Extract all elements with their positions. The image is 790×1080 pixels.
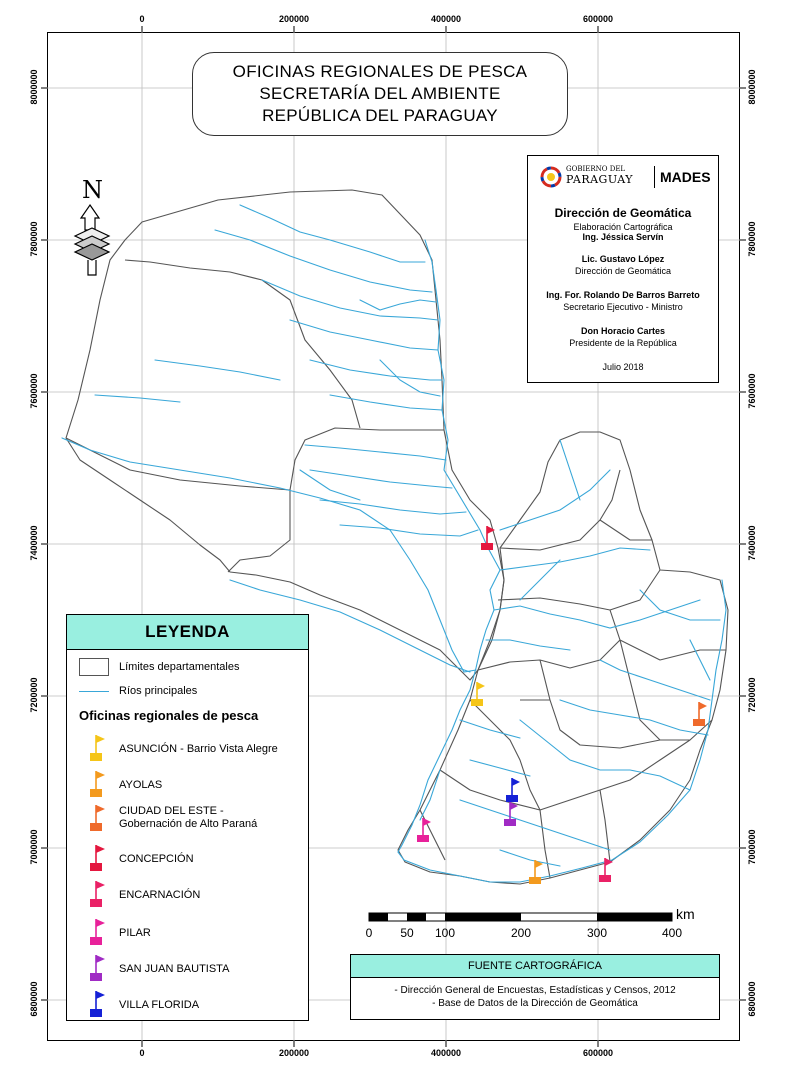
legend-flag-icon [89, 843, 109, 873]
credits-elab-label: Elaboración Cartográfica [573, 222, 673, 232]
scale-label-400: 400 [661, 926, 683, 940]
legend-office-label: CIUDAD DEL ESTE - [119, 805, 224, 817]
x-tick-bottom-0: 0 [139, 1048, 145, 1058]
boqueron-boundary [66, 438, 290, 490]
legend-office-label: ASUNCIÓN - Barrio Vista Alegre [119, 743, 278, 755]
y-tick-left-8000000: 8000000 [29, 69, 39, 105]
legend-flag-icon [89, 953, 109, 983]
map-title-box [192, 52, 568, 136]
x-tick-bottom-600000: 600000 [582, 1048, 614, 1058]
scale-label-0: 0 [365, 926, 373, 940]
map-office-flag-icon [503, 800, 521, 828]
legend-flag-icon [89, 917, 109, 947]
y-tick-left-7400000: 7400000 [29, 525, 39, 561]
y-tick-right-7600000: 7600000 [747, 373, 757, 409]
institution-logos [538, 164, 710, 190]
canindeyu-boundary [610, 610, 726, 660]
legend-office-label: AYOLAS [119, 779, 163, 791]
credits-person2-role: Secretario Ejecutivo - Ministro [563, 302, 683, 312]
credits-person3-role: Presidente de la República [569, 338, 677, 348]
legend-rivers-label: Ríos principales [119, 685, 198, 697]
legend-flag-icon [89, 733, 109, 763]
y-tick-left-7000000: 7000000 [29, 829, 39, 865]
y-tick-right-8000000: 8000000 [747, 69, 757, 105]
y-tick-left-6800000: 6800000 [29, 981, 39, 1017]
source-title: FUENTE CARTOGRÁFICA [351, 955, 719, 978]
map-office-flag-icon [416, 816, 434, 844]
legend-office-label: SAN JUAN BAUTISTA [119, 963, 230, 975]
paraguay-emblem-icon [540, 166, 562, 188]
boundary-swatch [79, 658, 109, 676]
x-tick-top-0: 0 [139, 14, 145, 24]
credits-person3-name: Don Horacio Cartes [580, 326, 666, 336]
western-region-outline [66, 190, 504, 680]
legend-office-label: VILLA FLORIDA [119, 999, 200, 1011]
y-tick-right-7400000: 7400000 [747, 525, 757, 561]
legend-boundary-label: Límites departamentales [119, 661, 240, 673]
logo-mades-text: MADES [660, 169, 711, 185]
legend-office-label-line2: Gobernación de Alto Paraná [119, 818, 258, 830]
x-tick-top-600000: 600000 [582, 14, 614, 24]
scale-label-300: 300 [586, 926, 608, 940]
map-title-line1: OFICINAS REGIONALES DE PESCA [232, 62, 528, 81]
x-tick-bottom-400000: 400000 [430, 1048, 462, 1058]
presidente-hayes-boundary [290, 428, 444, 490]
legend-office-label: PILAR [119, 927, 151, 939]
credits-heading: Dirección de Geomática [554, 206, 692, 220]
scale-label-50: 50 [400, 926, 414, 940]
legend-title: LEYENDA [67, 615, 308, 650]
map-office-flag-icon [528, 858, 546, 886]
logo-paraguay-text: PARAGUAY [566, 173, 634, 186]
scale-label-200: 200 [510, 926, 532, 940]
caazapa-boundary [540, 740, 690, 810]
source-line1: - Dirección General de Encuestas, Estadísticas y Censos, 2012 [394, 985, 676, 996]
map-office-flag-icon [692, 700, 710, 728]
y-tick-right-6800000: 6800000 [747, 981, 757, 1017]
source-line2: - Base de Datos de la Dirección de Geomática [432, 998, 638, 1009]
map-title-line2: SECRETARÍA DEL AMBIENTE [259, 84, 501, 103]
scale-unit: km [676, 906, 695, 922]
map-office-flag-icon [505, 776, 523, 804]
source-box [350, 954, 720, 1020]
credits-person1-name: Lic. Gustavo López [581, 254, 665, 264]
y-tick-right-7000000: 7000000 [747, 829, 757, 865]
map-office-flag-icon [480, 524, 498, 552]
y-tick-right-7200000: 7200000 [747, 677, 757, 713]
amambay-boundary [600, 520, 652, 540]
x-tick-top-200000: 200000 [278, 14, 310, 24]
x-tick-top-400000: 400000 [430, 14, 462, 24]
credits-date: Julio 2018 [602, 362, 644, 372]
river-swatch [79, 691, 109, 692]
credits-person1-role: Dirección de Geomática [574, 266, 672, 276]
legend-offices-heading: Oficinas regionales de pesca [79, 708, 259, 723]
north-letter: N [82, 176, 103, 204]
y-tick-left-7600000: 7600000 [29, 373, 39, 409]
cordillera-boundary [478, 640, 620, 670]
x-tick-bottom-200000: 200000 [278, 1048, 310, 1058]
legend-flag-icon [89, 803, 109, 833]
legend-office-label: ENCARNACIÓN [119, 889, 201, 901]
y-tick-left-7200000: 7200000 [29, 677, 39, 713]
legend-flag-icon [89, 769, 109, 799]
caaguazu-boundary [540, 660, 660, 748]
map-office-flag-icon [470, 680, 488, 708]
map-office-flag-icon [598, 856, 616, 884]
y-tick-right-7800000: 7800000 [747, 221, 757, 257]
legend-flag-icon [89, 989, 109, 1019]
credits-elab-name: Ing. Jéssica Servín [582, 232, 664, 242]
alto-paraguay-boundary [125, 260, 360, 428]
logo-divider [654, 166, 655, 188]
san-pedro-boundary [498, 570, 660, 610]
legend-office-label: CONCEPCIÓN [119, 853, 194, 865]
scale-label-100: 100 [434, 926, 456, 940]
credits-person2-name: Ing. For. Rolando De Barros Barreto [546, 290, 700, 300]
itapua-boundary [600, 790, 610, 862]
legend-box [66, 614, 309, 1021]
hayes-south-boundary [228, 490, 290, 572]
map-title-line3: REPÚBLICA DEL PARAGUAY [262, 106, 498, 125]
logo-gobierno-text: GOBIERNO DEL [566, 165, 626, 173]
credits-box [527, 155, 719, 383]
y-tick-left-7800000: 7800000 [29, 221, 39, 257]
scale-bar [368, 912, 678, 924]
legend-flag-icon [89, 879, 109, 909]
